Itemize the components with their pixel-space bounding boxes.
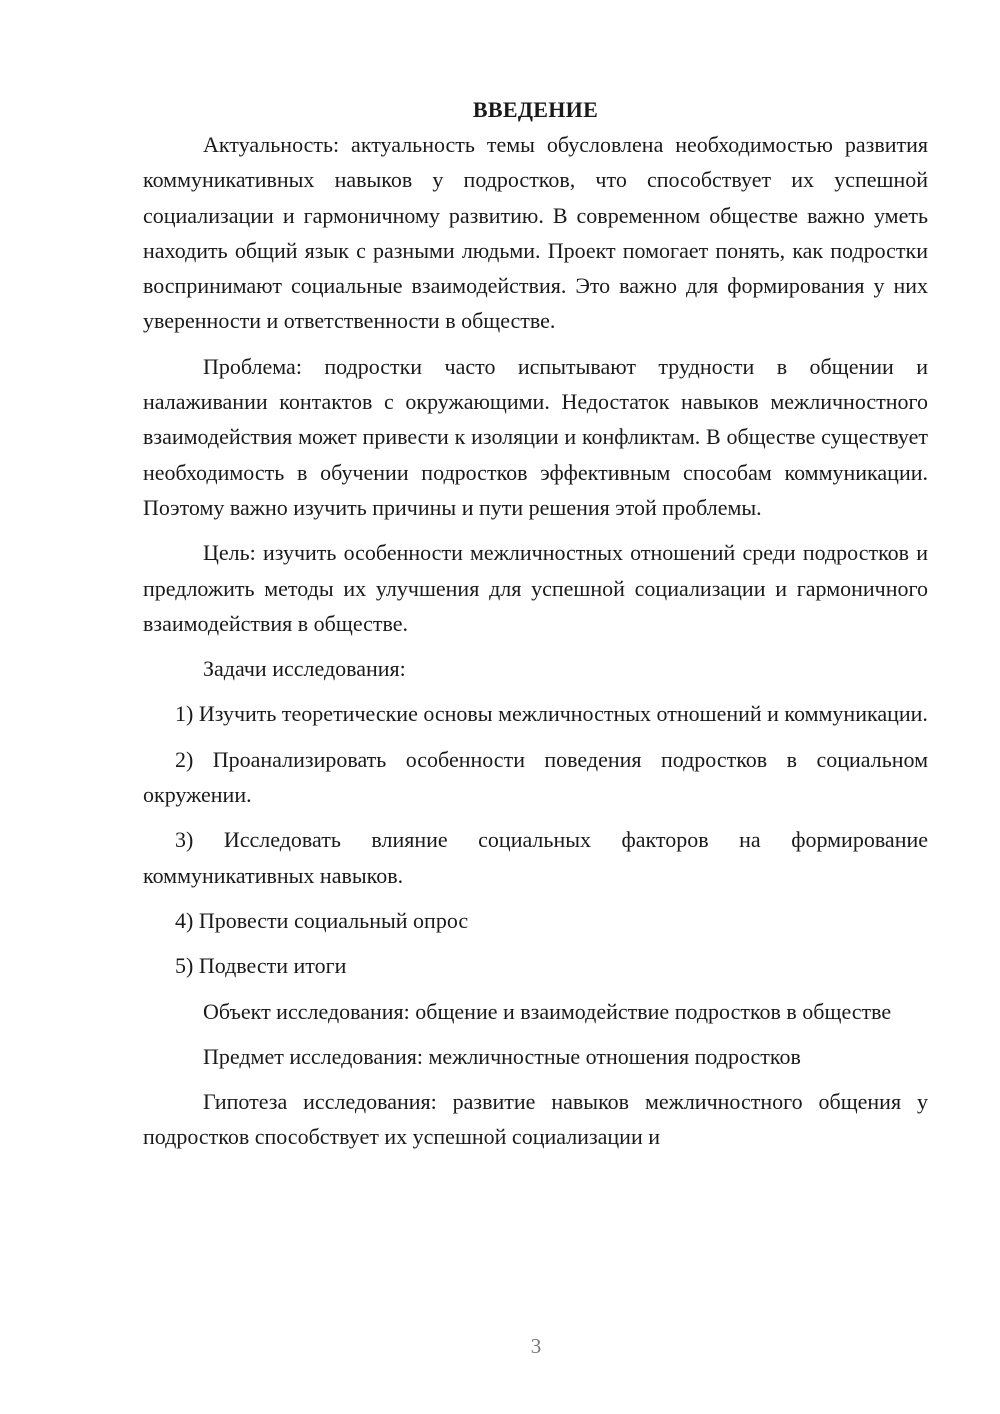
hypothesis-paragraph: Гипотеза исследования: развитие навыков межличностного общения у подростков способствует их успешной социализации и [143, 1089, 928, 1150]
task-item-2: 2) Проанализировать особенности поведения подростков в социальном окружении. [143, 746, 928, 808]
page-content [143, 92, 928, 1155]
relevance-paragraph: Актуальность: актуальность темы обусловлена необходимостью развития коммуникативных навыков у подростков, что способствует их успешной социализации и гармоничному развитию. В современном обществе важно уметь находить общий язык с разными людьми. Проект помогает понять, как подростки воспринимают социальные взаимодействия. Это важно для формирования у них уверенности и ответственности в обществе. [143, 132, 928, 334]
task-item-4: 4) Провести социальный опрос [175, 907, 469, 933]
goal-paragraph: Цель: изучить особенности межличностных отношений среди подростков и предложить методы их улучшения для успешной социализации и гармоничного взаимодействия в обществе. [143, 540, 928, 636]
page-title: ВВЕДЕНИЕ [472, 97, 599, 122]
task-item-3: 3) Исследовать влияние социальных факторов на формирование коммуникативных навыков. [143, 827, 928, 888]
subject-paragraph: Предмет исследования: межличностные отношения подростков [203, 1043, 801, 1069]
tasks-heading: Задачи исследования: [203, 656, 406, 682]
object-paragraph: Объект исследования: общение и взаимодействие подростков в обществе [203, 998, 892, 1024]
task-item-1: 1) Изучить теоретические основы межличностных отношений и коммуникации. [175, 701, 928, 727]
page-number: 3 [530, 1334, 542, 1358]
task-item-5: 5) Подвести итоги [175, 953, 347, 979]
problem-paragraph: Проблема: подростки часто испытывают трудности в общении и налаживании контактов с окружающими. Недостаток навыков межличностного взаимодействия может привести к изоляции и конфликтам. В обществе существует необходимость в обучении подростков эффективным способам коммуникации. Поэтому важно изучить причины и пути решения этой проблемы. [143, 353, 928, 520]
